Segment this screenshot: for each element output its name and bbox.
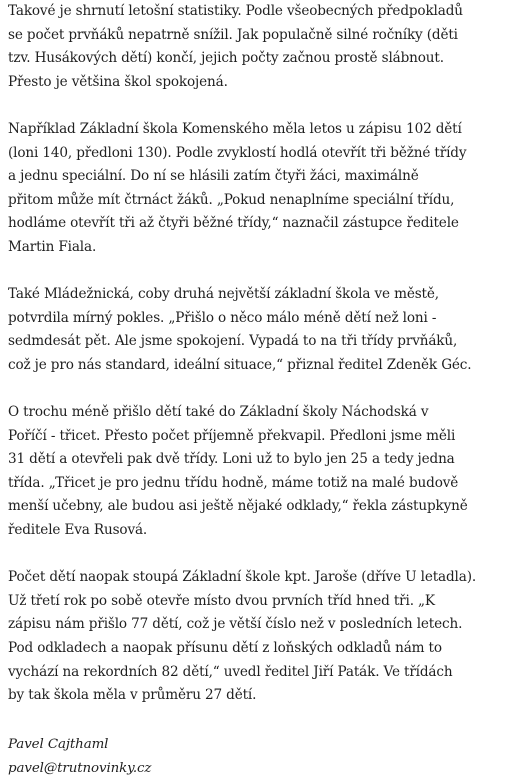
article-paragraph: O trochu méně přišlo dětí také do Základní školy Náchodská v Poříčí - třicet. Přesto počet příjemně překvapil. Předloni jsme měli 31 dětí a otevřeli pak dvě třídy. Loni už to bylo jen 25 a tedy jedna třída. „Třicet je pro jednu třídu hodně, máme totiž na malé budově menší učebny, ale budou asi ještě nějaké odklady,“ řekla zástupkyně ředitele Eva Rusová. [8, 404, 468, 539]
author-name: Pavel Cajthaml [8, 737, 109, 752]
article-paragraph: Například Základní škola Komenského měla letos u zápisu 102 dětí (loni 140, předloni 130). Podle zvyklostí hodlá otevřít tři běžné třídy a jednu speciální. Do ní se hlásili zatím čtyři žáci, maximálně přitom může mít čtrnáct žáků. „Pokud nenaplníme speciální třídu, hodláme otevřít tři až čtyři běžné třídy,“ naznačil zástupce ředitele Martin Fiala. [8, 120, 467, 255]
article-body [8, 0, 500, 731]
author-signature [8, 733, 151, 780]
article-paragraph: Počet dětí naopak stoupá Základní škole kpt. Jaroše (dříve U letadla). Už třetí rok po sobě otevře místo dvou prvních tříd hned tři. „K zápisu nám přišlo 77 dětí, což je větší číslo než v posledních letech. Pod odkladech a naopak přísunu dětí z loňských odkladů nám to vychází na rekordních 82 dětí,“ uvedl ředitel Jiří Paták. Ve třídách by tak škola měla v průměru 27 dětí. [8, 569, 477, 704]
article-paragraph: Také Mládežnická, coby druhá největší základní škola ve městě, potvrdila mírný pokles. „Přišlo o něco málo méně dětí než loni - sedmdesát pět. Ale jsme spokojení. Vypadá to na tři třídy prvňáků, což je pro nás standard, ideální situace,“ přiznal ředitel Zdeněk Géc. [8, 286, 472, 373]
article-paragraph: Takové je shrnutí letošní statistiky. Podle všeobecných předpokladů se počet prvňáků nepatrně snížil. Jak populačně silné ročníky (děti tzv. Husákových dětí) končí, jejich počty začnou prostě slábnout. Přesto je většina škol spokojená. [8, 3, 463, 90]
author-email: pavel@trutnovinky.cz [8, 760, 152, 776]
